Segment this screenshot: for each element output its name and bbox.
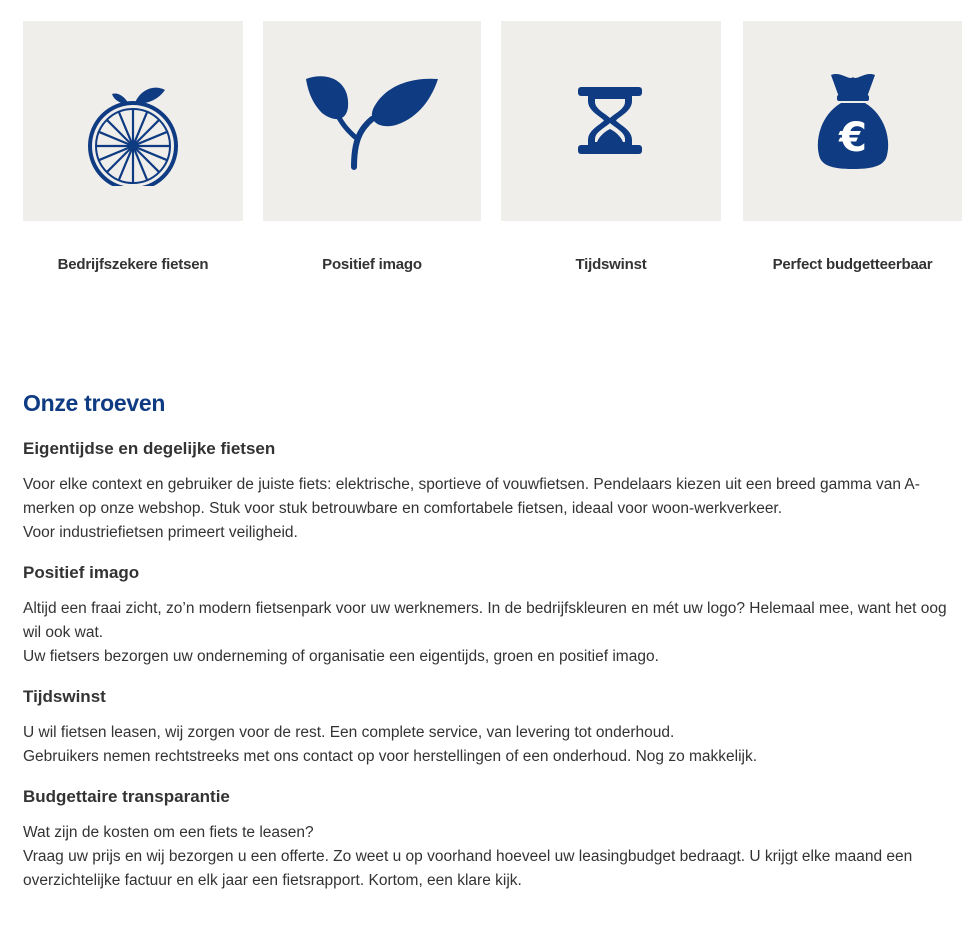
- paragraph-line: Wat zijn de kosten om een fiets te leasen?: [23, 824, 314, 841]
- feature-tile: [23, 21, 243, 221]
- section-title: Eigentijdse en degelijke fietsen: [23, 439, 276, 458]
- paragraph-line: Gebruikers nemen rechtstreeks met ons contact op voor herstellingen of een onderhoud. Nog zo makkelijk.: [23, 748, 758, 765]
- paragraph-line: U wil fietsen leasen, wij zorgen voor de rest. Een complete service, van levering tot onderhoud.: [23, 724, 675, 741]
- paragraph-line: Voor elke context en gebruiker de juiste fiets: elektrische, sportieve of vouwfietsen. Pendelaars kiezen uit een breed gamma van A-merken op onze webshop. Stuk voor stuk betrouwbare en comfortabele fietsen, ideaal voor woon-werkverkeer.: [23, 476, 920, 517]
- feature-label: Bedrijfszekere fietsen: [57, 256, 209, 273]
- feature-label: Perfect budgetteerbaar: [772, 256, 933, 273]
- paragraph-line: Uw fietsers bezorgen uw onderneming of organisatie een eigentijds, groen en positief imago.: [23, 648, 659, 665]
- paragraph-line: Vraag uw prijs en wij bezorgen u een offerte. Zo weet u op voorhand hoeveel uw leasingbudget bedraagt. U krijgt elke maand een overzichtelijke factuur en elk jaar een fietsrapport. Kortom, een klare kijk.: [23, 848, 913, 889]
- feature-card-positief-imago: [263, 21, 481, 273]
- feature-tile: [263, 21, 481, 221]
- feature-label: Tijdswinst: [575, 256, 647, 273]
- feature-card-perfect-budgetteerbaar: [743, 21, 962, 273]
- section-title: Budgettaire transparantie: [23, 787, 230, 806]
- section-budgettaire-transparantie: [23, 787, 953, 893]
- feature-card-bedrijfszekere-fietsen: [23, 21, 243, 273]
- section-title: Positief imago: [23, 563, 140, 582]
- feature-tile: [501, 21, 721, 221]
- svg-text:€: €: [838, 115, 867, 161]
- main-content: [23, 390, 953, 893]
- paragraph-line: Voor industriefietsen primeert veiligheid.: [23, 524, 298, 541]
- features-row: [0, 0, 980, 330]
- feature-label: Positief imago: [322, 256, 422, 273]
- section-heading: Onze troeven: [23, 390, 166, 416]
- section-title: Tijdswinst: [23, 687, 106, 706]
- section-tijdswinst: [23, 687, 953, 769]
- plant-sprout-icon: [302, 71, 442, 171]
- hourglass-icon: [576, 85, 646, 157]
- feature-tile: [743, 21, 962, 221]
- orange-wheel-icon: [78, 56, 188, 186]
- section-eigentijdse-fietsen: [23, 439, 953, 545]
- paragraph-line: Altijd een fraai zicht, zo’n modern fietsenpark voor uw werknemers. In de bedrijfskleuren en mét uw logo? Helemaal mee, want het oog wil ook wat.: [23, 600, 947, 641]
- section-positief-imago: [23, 563, 953, 669]
- feature-card-tijdswinst: [501, 21, 721, 273]
- money-bag-euro-icon: [813, 69, 893, 173]
